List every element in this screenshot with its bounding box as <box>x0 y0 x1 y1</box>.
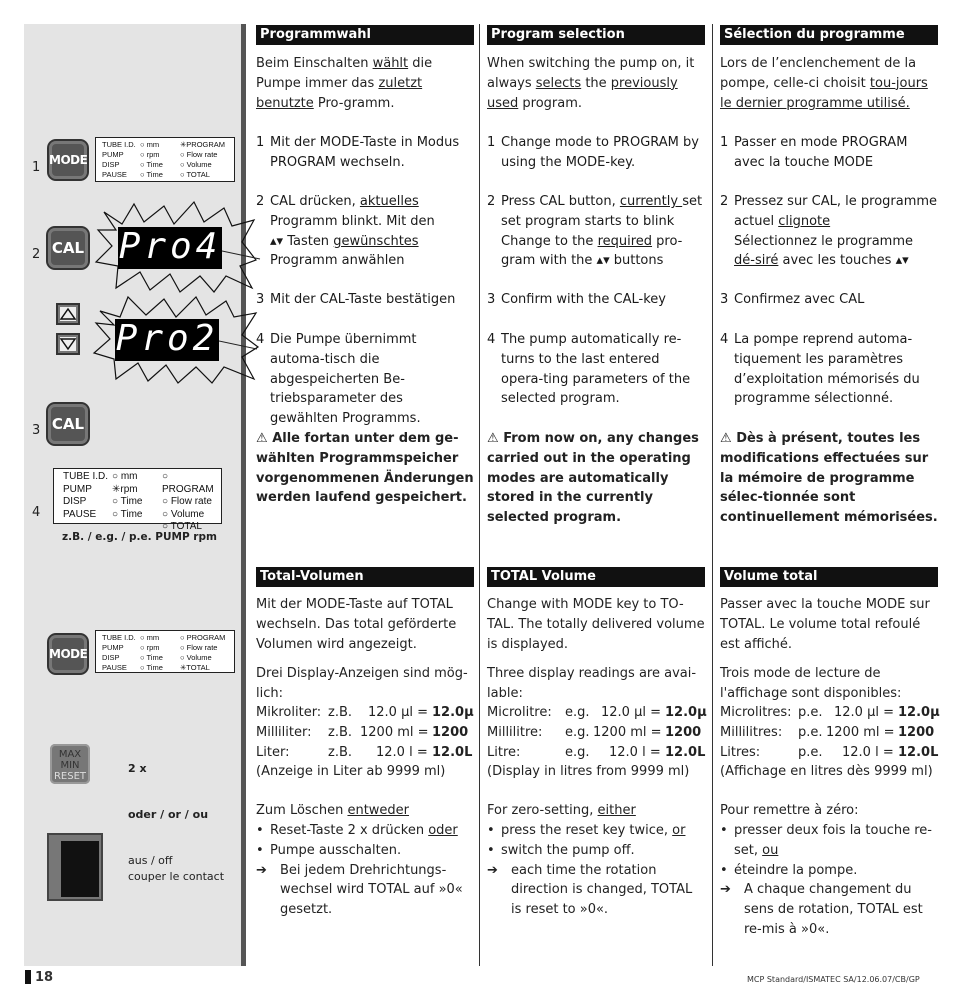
display-col-labels: TUBE I.D. PUMP DISP PAUSE <box>63 471 109 520</box>
list-item: ➔ Bei jedem Drehrichtungs-wechsel wird TOTAL auf »0« gesetzt. <box>256 862 463 918</box>
total-paragraph: Mit der MODE-Taste auf TOTAL wechseln. Das total geförderte Volumen wird angezeigt. <box>256 597 457 652</box>
twice-label: 2 x <box>128 762 147 775</box>
example-caption: z.B. / e.g. / p.e. PUMP rpm <box>62 531 217 543</box>
warning-note-fr: ⚠ Dès à présent, toutes les modifications effectuées sur la mémoire de programme sélec-tionnée sont continuellement mémorisées. <box>720 431 938 526</box>
display-col-units: ○ mm ✳rpm ○ Time ○ Time <box>112 471 143 520</box>
list-item: • éteindre la pompe. <box>720 862 858 878</box>
step-3-en: 3 Confirm with the CAL-key <box>487 292 666 307</box>
unit-row: Litres: p.e. 12.0 l = 12.0L <box>720 744 939 760</box>
display-pump-rpm <box>53 468 222 532</box>
reset-key-label-reset: RESET <box>53 771 87 782</box>
unit-row: Microlitres: p.e. 12.0 µl = 12.0µ <box>720 705 940 720</box>
column-divider-2 <box>712 24 713 966</box>
unit-note: (Display in litres from 9999 ml) <box>487 764 690 780</box>
unit-row: Liter: z.B. 12.0 l = 12.0L <box>256 744 473 760</box>
step-3: 3 Mit der CAL-Taste bestätigen <box>256 292 456 307</box>
cal-button-confirm[interactable] <box>48 404 88 444</box>
mode-button-label: MODE <box>49 153 88 167</box>
up-down-arrows-icon: ▴▾ <box>596 253 614 269</box>
list-item: ➔ each time the rotation direction is changed, TOTAL is reset to »0«. <box>487 862 693 918</box>
total-paragraph-fr: Passer avec la touche MODE sur TOTAL. Le volume total refoulé est affiché. <box>720 597 930 652</box>
mode-button[interactable] <box>49 141 87 179</box>
arrow-right-icon: ➔ <box>256 862 267 878</box>
intro-paragraph: Beim Einschalten wählt die Pumpe immer das zuletzt benutzte Pro-gramm. <box>256 56 433 111</box>
unit-note: (Affichage en litres dès 9999 ml) <box>720 764 933 780</box>
segment-display-pro2: Pro2 <box>115 318 219 359</box>
step-number-3: 3 <box>32 423 41 438</box>
pointer-line-2 <box>219 335 259 355</box>
display-col-units: ○ mm ○ rpm ○ Time ○ Time <box>140 633 163 672</box>
unit-row: Milliliter: z.B. 1200 ml = 1200 <box>256 724 469 740</box>
display-options: Drei Display-Anzeigen sind mög-lich: <box>256 666 468 701</box>
reset-paragraph-en: For zero-setting, either <box>487 803 636 818</box>
triangle-up-icon <box>58 305 78 323</box>
cal-button[interactable] <box>48 228 88 268</box>
unit-table-en <box>487 703 705 782</box>
column-german <box>256 25 474 45</box>
step-number-1: 1 <box>32 160 41 175</box>
step-4: 4 Die Pumpe übernimmt automa-tisch die abgespeicherten Be-triebsparameter des gewählten Programms. <box>256 332 421 427</box>
total-paragraph-en: Change with MODE key to TO-TAL. The totally delivered volume is displayed. <box>487 597 705 652</box>
display-col-units: ○ mm ○ rpm ○ Time ○ Time <box>140 140 163 179</box>
display-total <box>95 630 235 673</box>
unit-row: Mikroliter: z.B. 12.0 µl = 12.0µ <box>256 705 474 720</box>
display-col-modes: ○ PROGRAM ○ Flow rate ○ Volume ✳TOTAL <box>180 633 226 672</box>
list-item: • presser deux fois la touche re-set, ou <box>720 823 932 858</box>
triangle-down-icon <box>58 335 78 353</box>
step-number-2: 2 <box>32 247 41 262</box>
column-french <box>720 25 938 45</box>
heading-total-volume: Total-Volumen <box>256 567 474 587</box>
down-arrow-button[interactable] <box>56 333 80 355</box>
unit-row: Microlitre: e.g. 12.0 µl = 12.0µ <box>487 705 707 720</box>
warning-note-en: ⚠ From now on, any changes carried out in the operating modes are automatically stored in the currently selected program. <box>487 431 699 526</box>
sidebar-divider <box>241 24 246 966</box>
power-switch-rocker <box>61 841 99 897</box>
cal-button-label: CAL <box>51 415 85 433</box>
step-number-4: 4 <box>32 505 41 520</box>
reset-key-label-max: MAX <box>58 749 82 760</box>
display-program <box>95 137 235 182</box>
unit-row: Millilitre: e.g. 1200 ml = 1200 <box>487 724 702 740</box>
arrow-right-icon: ➔ <box>487 862 498 878</box>
list-item: • switch the pump off. <box>487 842 635 858</box>
active-asterisk-icon: ✳ <box>112 483 121 495</box>
list-item: • Reset-Taste 2 x drücken oder <box>256 823 458 838</box>
mode-button-total[interactable] <box>49 635 87 673</box>
total-section-french <box>720 567 938 587</box>
display-col-modes: ○ PROGRAM ○ Flow rate ○ Volume ○ TOTAL <box>162 471 214 532</box>
list-item: • Pumpe ausschalten. <box>256 842 402 858</box>
max-min-reset-button[interactable] <box>50 744 90 784</box>
heading-program-selection-fr: Sélection du programme <box>720 25 938 45</box>
active-asterisk-icon: ✳ <box>180 140 187 149</box>
total-section-english <box>487 567 705 587</box>
or-label: oder / or / ou <box>128 808 209 821</box>
reset-list-en <box>487 821 705 920</box>
warning-note: ⚠ Alle fortan unter dem ge-wählten Programmspeicher vorgenommenen Änderungen werden laufend gespeichert. <box>256 431 474 506</box>
step-1: 1 Mit der MODE-Taste in Modus PROGRAM wechseln. <box>256 135 460 170</box>
column-divider-1 <box>479 24 480 966</box>
off-label-fr: couper le contact <box>128 870 225 883</box>
step-4-en: 4 The pump automatically re-turns to the last entered opera-ting parameters of the selected program. <box>487 332 691 407</box>
page-marker <box>25 970 31 984</box>
active-asterisk-icon: ✳ <box>180 663 187 672</box>
column-english <box>487 25 705 45</box>
display-col-labels: TUBE I.D. PUMP DISP PAUSE <box>102 633 136 672</box>
heading-total-volume-fr: Volume total <box>720 567 938 587</box>
intro-paragraph-fr: Lors de l’enclenchement de la pompe, celle-ci choisit tou-jours le dernier programme utilisé. <box>720 56 928 111</box>
unit-note: (Anzeige in Liter ab 9999 ml) <box>256 764 446 780</box>
intro-paragraph-en: When switching the pump on, it always selects the previously used program. <box>487 56 695 111</box>
list-item: ➔ A chaque changement du sens de rotation, TOTAL est re-mis à »0«. <box>720 882 923 937</box>
reset-key-label-min: MIN <box>60 760 80 771</box>
page-number: 18 <box>35 970 54 985</box>
display-options-en: Three display readings are avai-lable: <box>487 666 697 701</box>
mode-button-label: MODE <box>49 647 88 661</box>
up-arrow-button[interactable] <box>56 303 80 325</box>
step-4-fr: 4 La pompe reprend automa-tiquement les paramètres d’exploitation mémorisés du programme sélectionné. <box>720 332 920 407</box>
heading-total-volume-en: TOTAL Volume <box>487 567 705 587</box>
off-label: aus / off <box>128 854 173 867</box>
power-switch[interactable] <box>47 833 103 901</box>
list-item: • press the reset key twice, or <box>487 823 686 838</box>
display-col-labels: TUBE I.D. PUMP DISP PAUSE <box>102 140 136 179</box>
warning-triangle-icon: ⚠ <box>720 431 737 446</box>
unit-table-fr <box>720 703 938 782</box>
segment-display-pro4: Pro4 <box>118 226 222 267</box>
step-2-en: 2 Press CAL button, currently set set program starts to blink Change to the required pro-gram with the ▴▾ buttons <box>487 194 703 269</box>
heading-program-selection-en: Program selection <box>487 25 705 45</box>
warning-triangle-icon: ⚠ <box>256 431 273 446</box>
step-1-fr: 1 Passer en mode PROGRAM avec la touche MODE <box>720 135 908 170</box>
reset-paragraph: Zum Löschen entweder <box>256 803 410 818</box>
step-2: 2 CAL drücken, aktuelles Programm blinkt. Mit den ▴▾ Tasten gewünschtes Programm anwählen <box>256 194 435 269</box>
reset-list <box>256 821 474 920</box>
display-options-fr: Trois mode de lecture de l'affichage sont disponibles: <box>720 666 902 701</box>
step-3-fr: 3 Confirmez avec CAL <box>720 292 865 307</box>
reset-paragraph-fr: Pour remettre à zéro: <box>720 803 859 818</box>
footer-reference: MCP Standard/ISMATEC SA/12.06.07/CB/GP <box>747 975 920 984</box>
step-2-fr: 2 Pressez sur CAL, le programme actuel clignote Sélectionnez le programme dé-siré avec les touches ▴▾ <box>720 194 938 269</box>
reset-list-fr <box>720 821 938 940</box>
unit-row: Litre: e.g. 12.0 l = 12.0L <box>487 744 706 760</box>
up-down-arrows-icon: ▴▾ <box>895 253 909 269</box>
step-1-en: 1 Change mode to PROGRAM by using the MODE-key. <box>487 135 699 170</box>
cal-button-label: CAL <box>51 239 85 257</box>
arrow-right-icon: ➔ <box>720 882 731 898</box>
total-section-german <box>256 567 474 587</box>
display-col-modes: ✳PROGRAM ○ Flow rate ○ Volume ○ TOTAL <box>180 140 226 179</box>
warning-triangle-icon: ⚠ <box>487 431 504 446</box>
up-down-arrows-icon: ▴▾ <box>270 233 288 249</box>
unit-row: Millilitres: p.e. 1200 ml = 1200 <box>720 724 935 740</box>
heading-program-selection: Programmwahl <box>256 25 474 45</box>
unit-table <box>256 703 474 782</box>
